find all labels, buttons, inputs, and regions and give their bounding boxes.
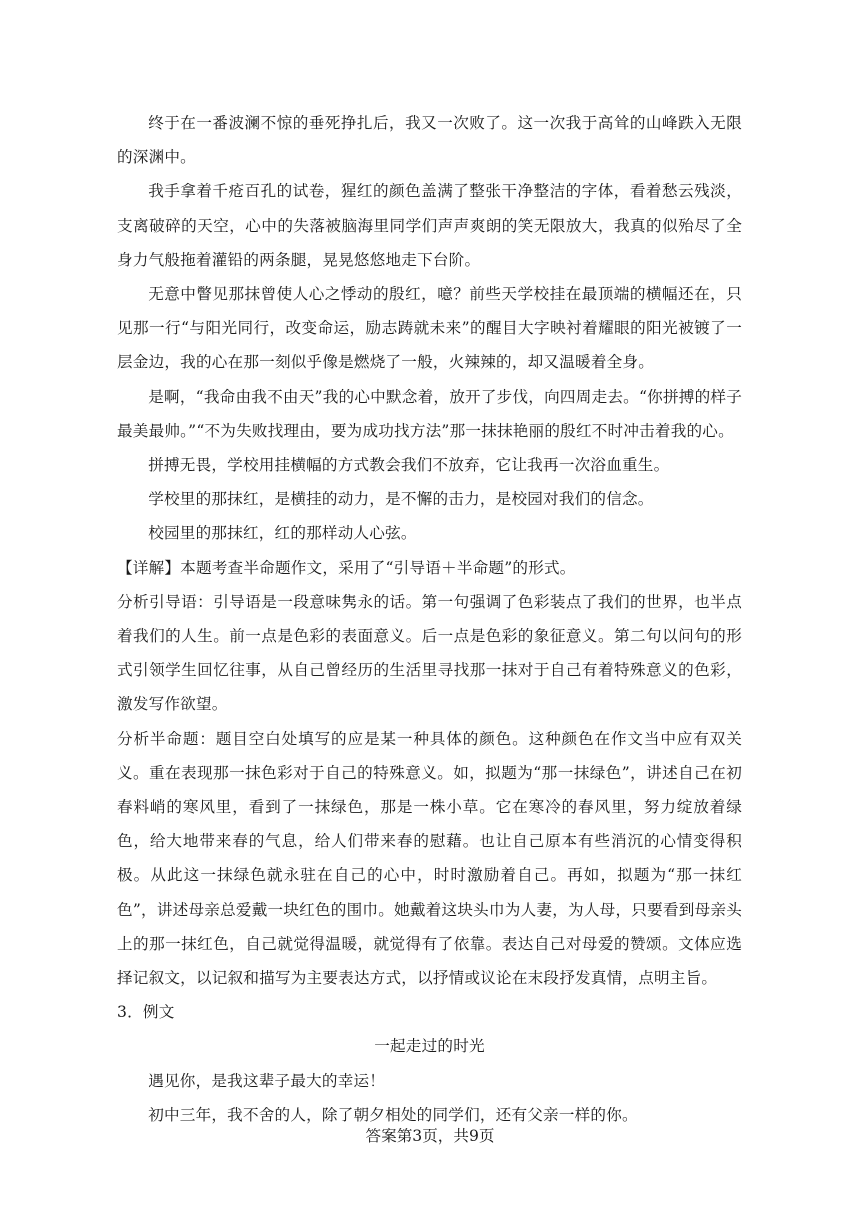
essay-title: 一起走过的时光	[374, 1037, 485, 1056]
example-paragraph-2: 初中三年，我不舍的人，除了朝夕相处的同学们，还有父亲一样的你。	[148, 1105, 638, 1124]
analysis-half-title: 分析半命题：题目空白处填写的应是某一种具体的颜色。这种颜色在作文当中应有双关义。重在表现那一抹色彩对于自己的特殊意义。如，拟题为“那一抹绿色”，讲述自己在初春料峭的寒风里，看到了一抹绿色，那是一株小草。它在寒冷的春风里，努力绽放着绿色，给大地带来春的气息，给人们带来春的慰藉。也让自己原本有些消沉的心情变得积极。从此这一抹绿色就永驻在自己的心中，时时激励着自己。再如，拟题为“那一抹红色”，讲述母亲总爱戴一块红色的围巾。她戴着这块头巾为人妻，为人母，只要看到母亲头上的那一抹红色，自己就觉得温暖，就觉得有了依靠。表达自己对母爱的赞颂。文体应选择记叙文，以记叙和描写为主要表达方式，以抒情或议论在末段抒发真情，点明主旨。	[117, 729, 742, 988]
page-footer: 答案第3页，共9页	[365, 1127, 495, 1145]
essay-paragraph-1: 终于在一番波澜不惊的垂死挣扎后，我又一次败了。这一次我于高耸的山峰跌入无限的深渊中。	[117, 114, 742, 167]
detail-explanation: 【详解】本题考查半命题作文，采用了“引导语＋半命题”的形式。	[117, 558, 576, 577]
essay-paragraph-5: 拼搏无畏，学校用挂横幅的方式教会我们不放弃，它让我再一次浴血重生。	[148, 456, 670, 475]
essay-paragraph-3: 无意中瞥见那抹曾使人心之悸动的殷红，噫？前些天学校挂在最顶端的横幅还在，只见那一行“与阳光同行，改变命运，励志踌就未来”的醒目大字映衬着耀眼的阳光被镀了一层金边，我的心在那一刻似乎像是燃烧了一般，火辣辣的，却又温暖着全身。	[117, 285, 742, 372]
essay-paragraph-4: 是啊，“我命由我不由天”我的心中默念着，放开了步伐，向四周走去。“你拼搏的样子最美最帅。”“不为失败找理由，要为成功找方法”那一抹抹艳丽的殷红不时冲击着我的心。	[117, 387, 742, 440]
section-label: 3．例文	[117, 1003, 175, 1022]
answer-content	[117, 106, 742, 1132]
essay-paragraph-7: 校园里的那抹红，红的那样动人心弦。	[148, 524, 417, 543]
essay-paragraph-6: 学校里的那抹红，是横挂的动力，是不懈的击力，是校园对我们的信念。	[148, 490, 654, 509]
analysis-guide-text: 分析引导语：引导语是一段意味隽永的话。第一句强调了色彩装点了我们的世界，也半点着我们的人生。前一点是色彩的表面意义。后一点是色彩的象征意义。第二句以问句的形式引领学生回忆往事，从自己曾经历的生活里寻找那一抹对于自己有着特殊意义的色彩，激发写作欲望。	[117, 592, 742, 714]
essay-paragraph-2: 我手拿着千疮百孔的试卷，猩红的颜色盖满了整张干净整洁的字体，看着愁云残淡，支离破碎的天空，心中的失落被脑海里同学们声声爽朗的笑无限放大，我真的似殆尽了全身力气般拖着灌铅的两条腿，晃晃悠悠地走下台阶。	[117, 182, 742, 269]
example-paragraph-1: 遇见你，是我这辈子最大的幸运！	[148, 1071, 386, 1090]
